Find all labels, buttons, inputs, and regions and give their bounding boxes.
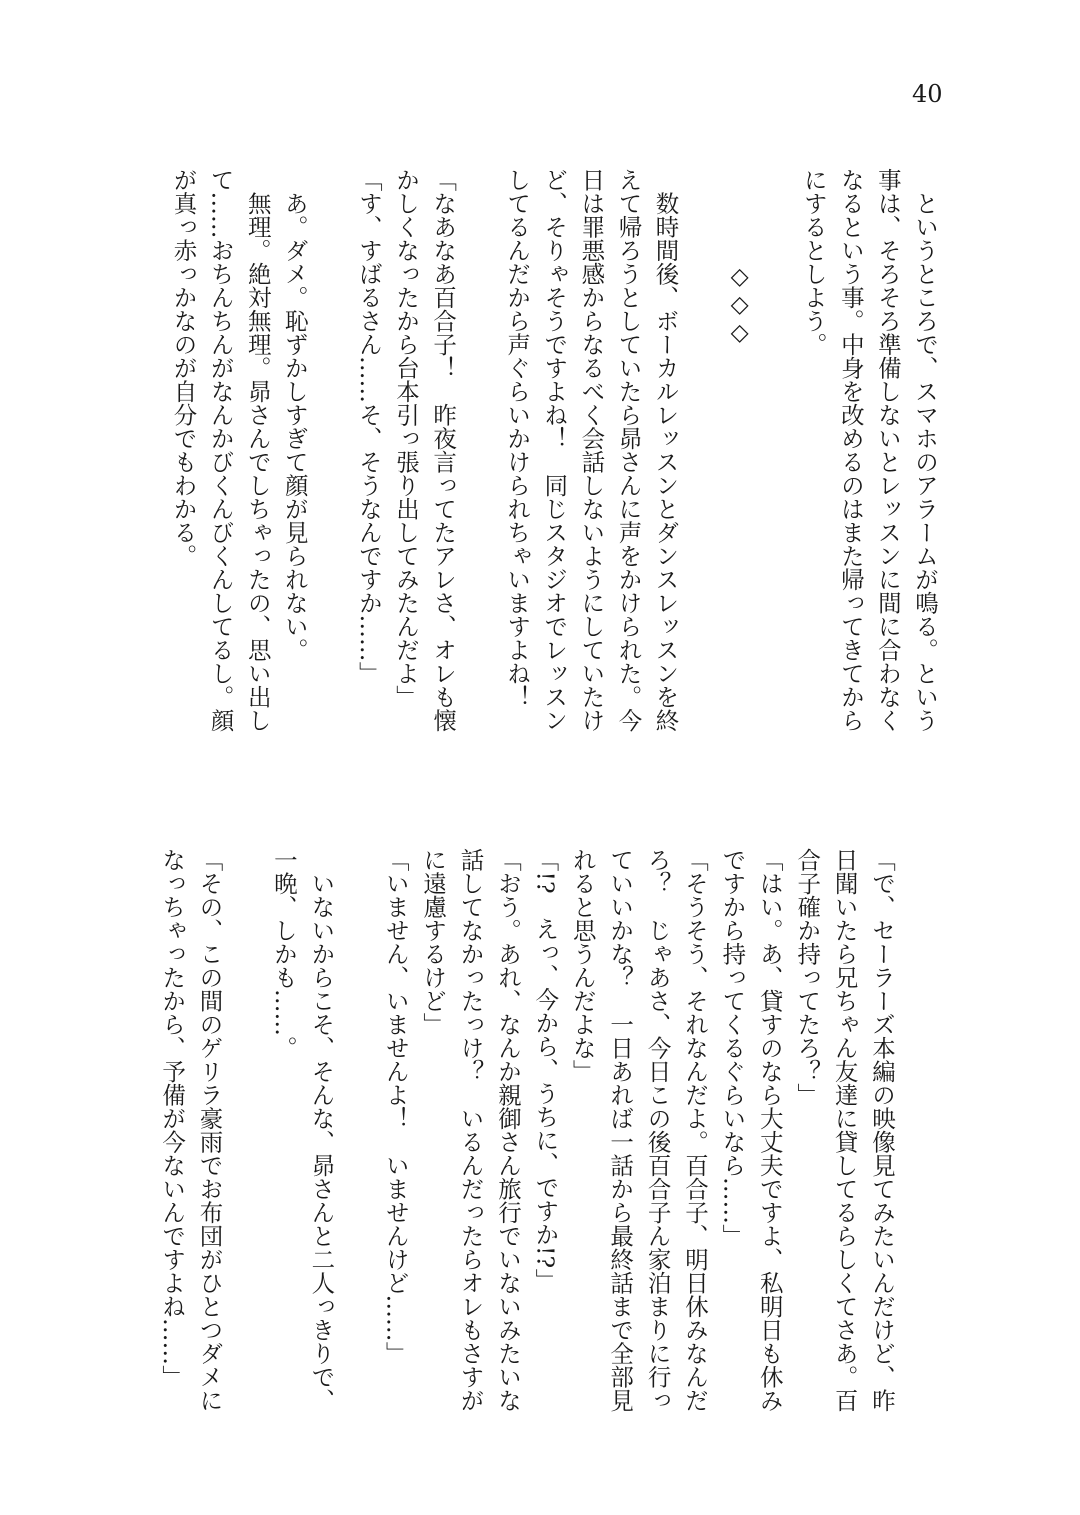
text-line: 「その、この間のゲリラ豪雨でお布団がひとつダメに (195, 848, 224, 1412)
blank-line (228, 848, 265, 1408)
text-line: 「で、セーラーズ本編の映像見てみたいんだけど、昨 (868, 848, 896, 1412)
text-line: 日聞いたら兄ちゃん友達に貸してるらしくてさあ。百 (830, 848, 859, 1412)
text-line: 「す、すばるさん……そ、そうなんですか……」 (354, 168, 383, 685)
text-line: れると思うんだよな」 (568, 848, 597, 1083)
text-line: て……おちんちんがなんかびくんびくんしてるし。顔 (206, 168, 235, 732)
text-line: ど、そりゃそうですよね！ 同じスタジオでレッスン (540, 168, 569, 732)
text-line: 「はい。あ、貸すのなら大丈夫ですよ、私明日も休み (755, 848, 784, 1412)
blank-line (461, 168, 498, 768)
text-line: 数時間後、ボーカルレッスンとダンスレッスンを終 (651, 168, 680, 732)
text-line: 日は罪悪感からなるべく会話しないようにしていたけ (577, 168, 606, 732)
text-line: 「!? えっ、今から、うちに、ですか!?」 (531, 848, 560, 1292)
text-line: 無理。絶対無理。昴さんでしちゃったの、思い出し (243, 168, 272, 732)
text-line: してるんだから声ぐらいかけられちゃいますよね！ (503, 168, 532, 709)
text-line: にするとしよう。 (799, 168, 828, 356)
text-block-top (164, 168, 943, 768)
text-block-bottom (153, 848, 900, 1412)
blank-line (684, 168, 721, 768)
text-line: あ。ダメ。恥ずかしすぎて顔が見られない。 (280, 168, 309, 662)
text-line: ◇◇◇ (725, 168, 754, 346)
text-line: なっちゃったから、予備が今ないんですよね……」 (158, 848, 187, 1389)
text-line: に遠慮するけど」 (419, 848, 448, 1036)
text-line: 事は、そろそろ準備しないとレッスンに間に合わなく (873, 168, 902, 732)
text-line: 「そうそう、それなんだよ。百合子、明日休みなんだ (680, 848, 709, 1412)
text-line: ていいかな？ 一日あれば一話から最終話まで全部見 (606, 848, 635, 1412)
text-line: ろ？ じゃあさ、今日この後百合子ん家泊まりに行っ (643, 848, 672, 1412)
text-line: というところで、スマホのアラームが鳴る。という (911, 168, 939, 732)
blank-line (313, 168, 350, 768)
text-line: かしくなったから台本引っ張り出してみたんだよ」 (391, 168, 420, 709)
text-line: 一晩、しかも……。 (269, 848, 298, 1060)
text-line: が真っ赤っかなのが自分でもわかる。 (169, 168, 198, 568)
text-line: 「いません、いませんよ！ いませんけど……」 (381, 848, 410, 1365)
blank-line (758, 168, 795, 768)
text-line: 話してなかったっけ？ いるんだったらオレもさすが (456, 848, 485, 1412)
text-line: いないからこそ、そんな、昴さんと二人っきりで、 (307, 848, 336, 1412)
text-line: 「なあなあ百合子！ 昨夜言ってたアレさ、オレも懐 (429, 168, 458, 732)
text-line: なるという事。中身を改めるのはまた帰ってきてから (836, 168, 865, 732)
text-line: ですから持ってくるぐらいなら……」 (718, 848, 747, 1248)
page-number: 40 (912, 80, 943, 108)
text-line: えて帰ろうとしていたら昴さんに声をかけられた。今 (614, 168, 643, 732)
blank-line (339, 848, 376, 1408)
text-line: 「おう。あれ、なんか親御さん旅行でいないみたいな (493, 848, 522, 1412)
text-line: 合子確か持ってたろ？」 (793, 848, 822, 1107)
